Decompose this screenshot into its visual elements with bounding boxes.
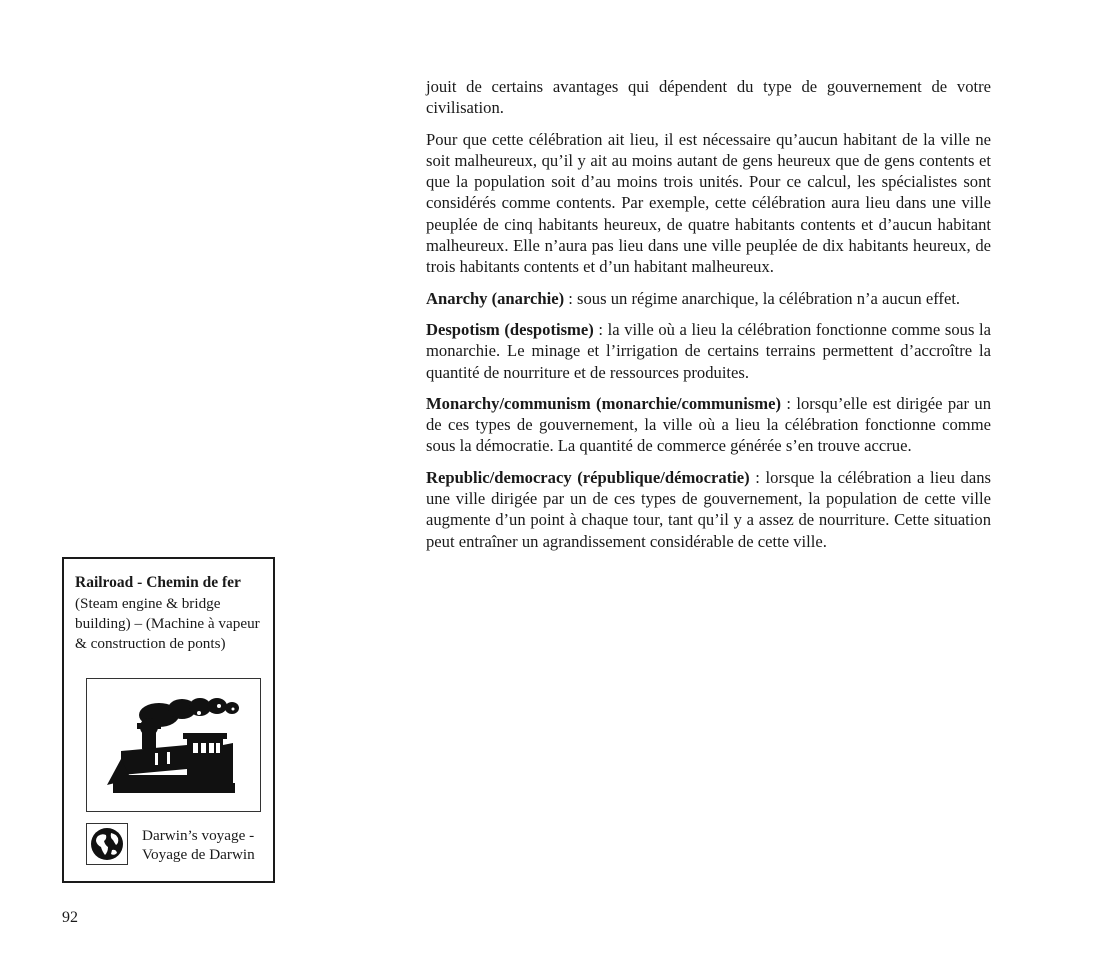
wonder-icon-frame [86,823,128,865]
paragraph-1-text: Pour que cette célébration ait lieu, il est nécessaire qu’aucun habitant de la ville ne soit malheureux, qu’il y ait au moins autant de gens heureux que de gens contents et que la population soit d’au moins trois unités. Pour ce calcul, les spécialistes sont considérés comme contents. Par exemple, cette célébration aura lieu dans une ville peuplée de cinq habitants heureux, de quatre habitants contents et d’aucun habitant malheureux. Elle n’aura pas lieu dans une ville peuplée de dix habitants heureux, de trois habitants contents et d’un habitant malheureux. [426,129,991,277]
railroad-image-frame [86,678,261,812]
paragraph-4-term: Monarchy/communism (monarchie/communisme) [426,393,782,413]
paragraph-5-sep: : [749,467,766,487]
paragraph-4-sep: : [781,393,797,413]
wonder-label-line-1: Darwin’s voyage - [142,827,255,844]
paragraph-5-text: lorsque la célébration a lieu dans une ville dirigée par un de ces types de gouvernement, la population de cette ville augmente d’un point à chaque tour, tant qu’il y a assez de nourriture. Cette situation peut entraîner un agrandissement considérable de cette ville. [426,467,991,551]
paragraph-0 [426,76,991,119]
advance-sidebar-box [62,557,275,883]
paragraph-2 [426,288,991,309]
steam-locomotive-icon [87,679,260,811]
page-number: 92 [62,909,78,926]
paragraph-2-text: sous un régime anarchique, la célébration n’a aucun effet. [577,288,961,308]
paragraph-3-sep: : [593,319,608,339]
wonder-label-line-2: Voyage de Darwin [142,846,255,863]
paragraph-2-term: Anarchy (anarchie) [426,288,565,308]
paragraph-4-text: lorsqu’elle est dirigée par un de ces types de gouvernement, la ville où a lieu la célébration fonctionne comme sous la démocratie. La quantité de commerce générée s’en trouve accrue. [426,393,991,456]
paragraph-1 [426,129,991,278]
main-text-column [426,76,991,562]
paragraph-5 [426,467,991,552]
paragraph-2-sep: : [564,288,578,308]
paragraph-3 [426,319,991,383]
sidebar-description: (Steam engine & bridge building) – (Machine à vapeur & construction de ponts) [75,595,260,653]
paragraph-0-text: jouit de certains avantages qui dépendent du type de gouvernement de votre civilisation. [426,77,991,118]
paragraph-5-term: Republic/democracy (république/démocratie) [426,467,750,487]
globe-icon [87,824,127,864]
paragraph-4 [426,393,991,457]
wonder-label [142,826,255,864]
sidebar-title: Railroad - Chemin de fer [75,574,241,591]
paragraph-3-text: la ville où a lieu la célébration fonctionne comme sous la monarchie. Le minage et l’irrigation de certains terrains permettent d’accroître la quantité de nourriture et de ressources produites. [426,319,992,382]
paragraph-3-term: Despotism (despotisme) [426,319,594,339]
